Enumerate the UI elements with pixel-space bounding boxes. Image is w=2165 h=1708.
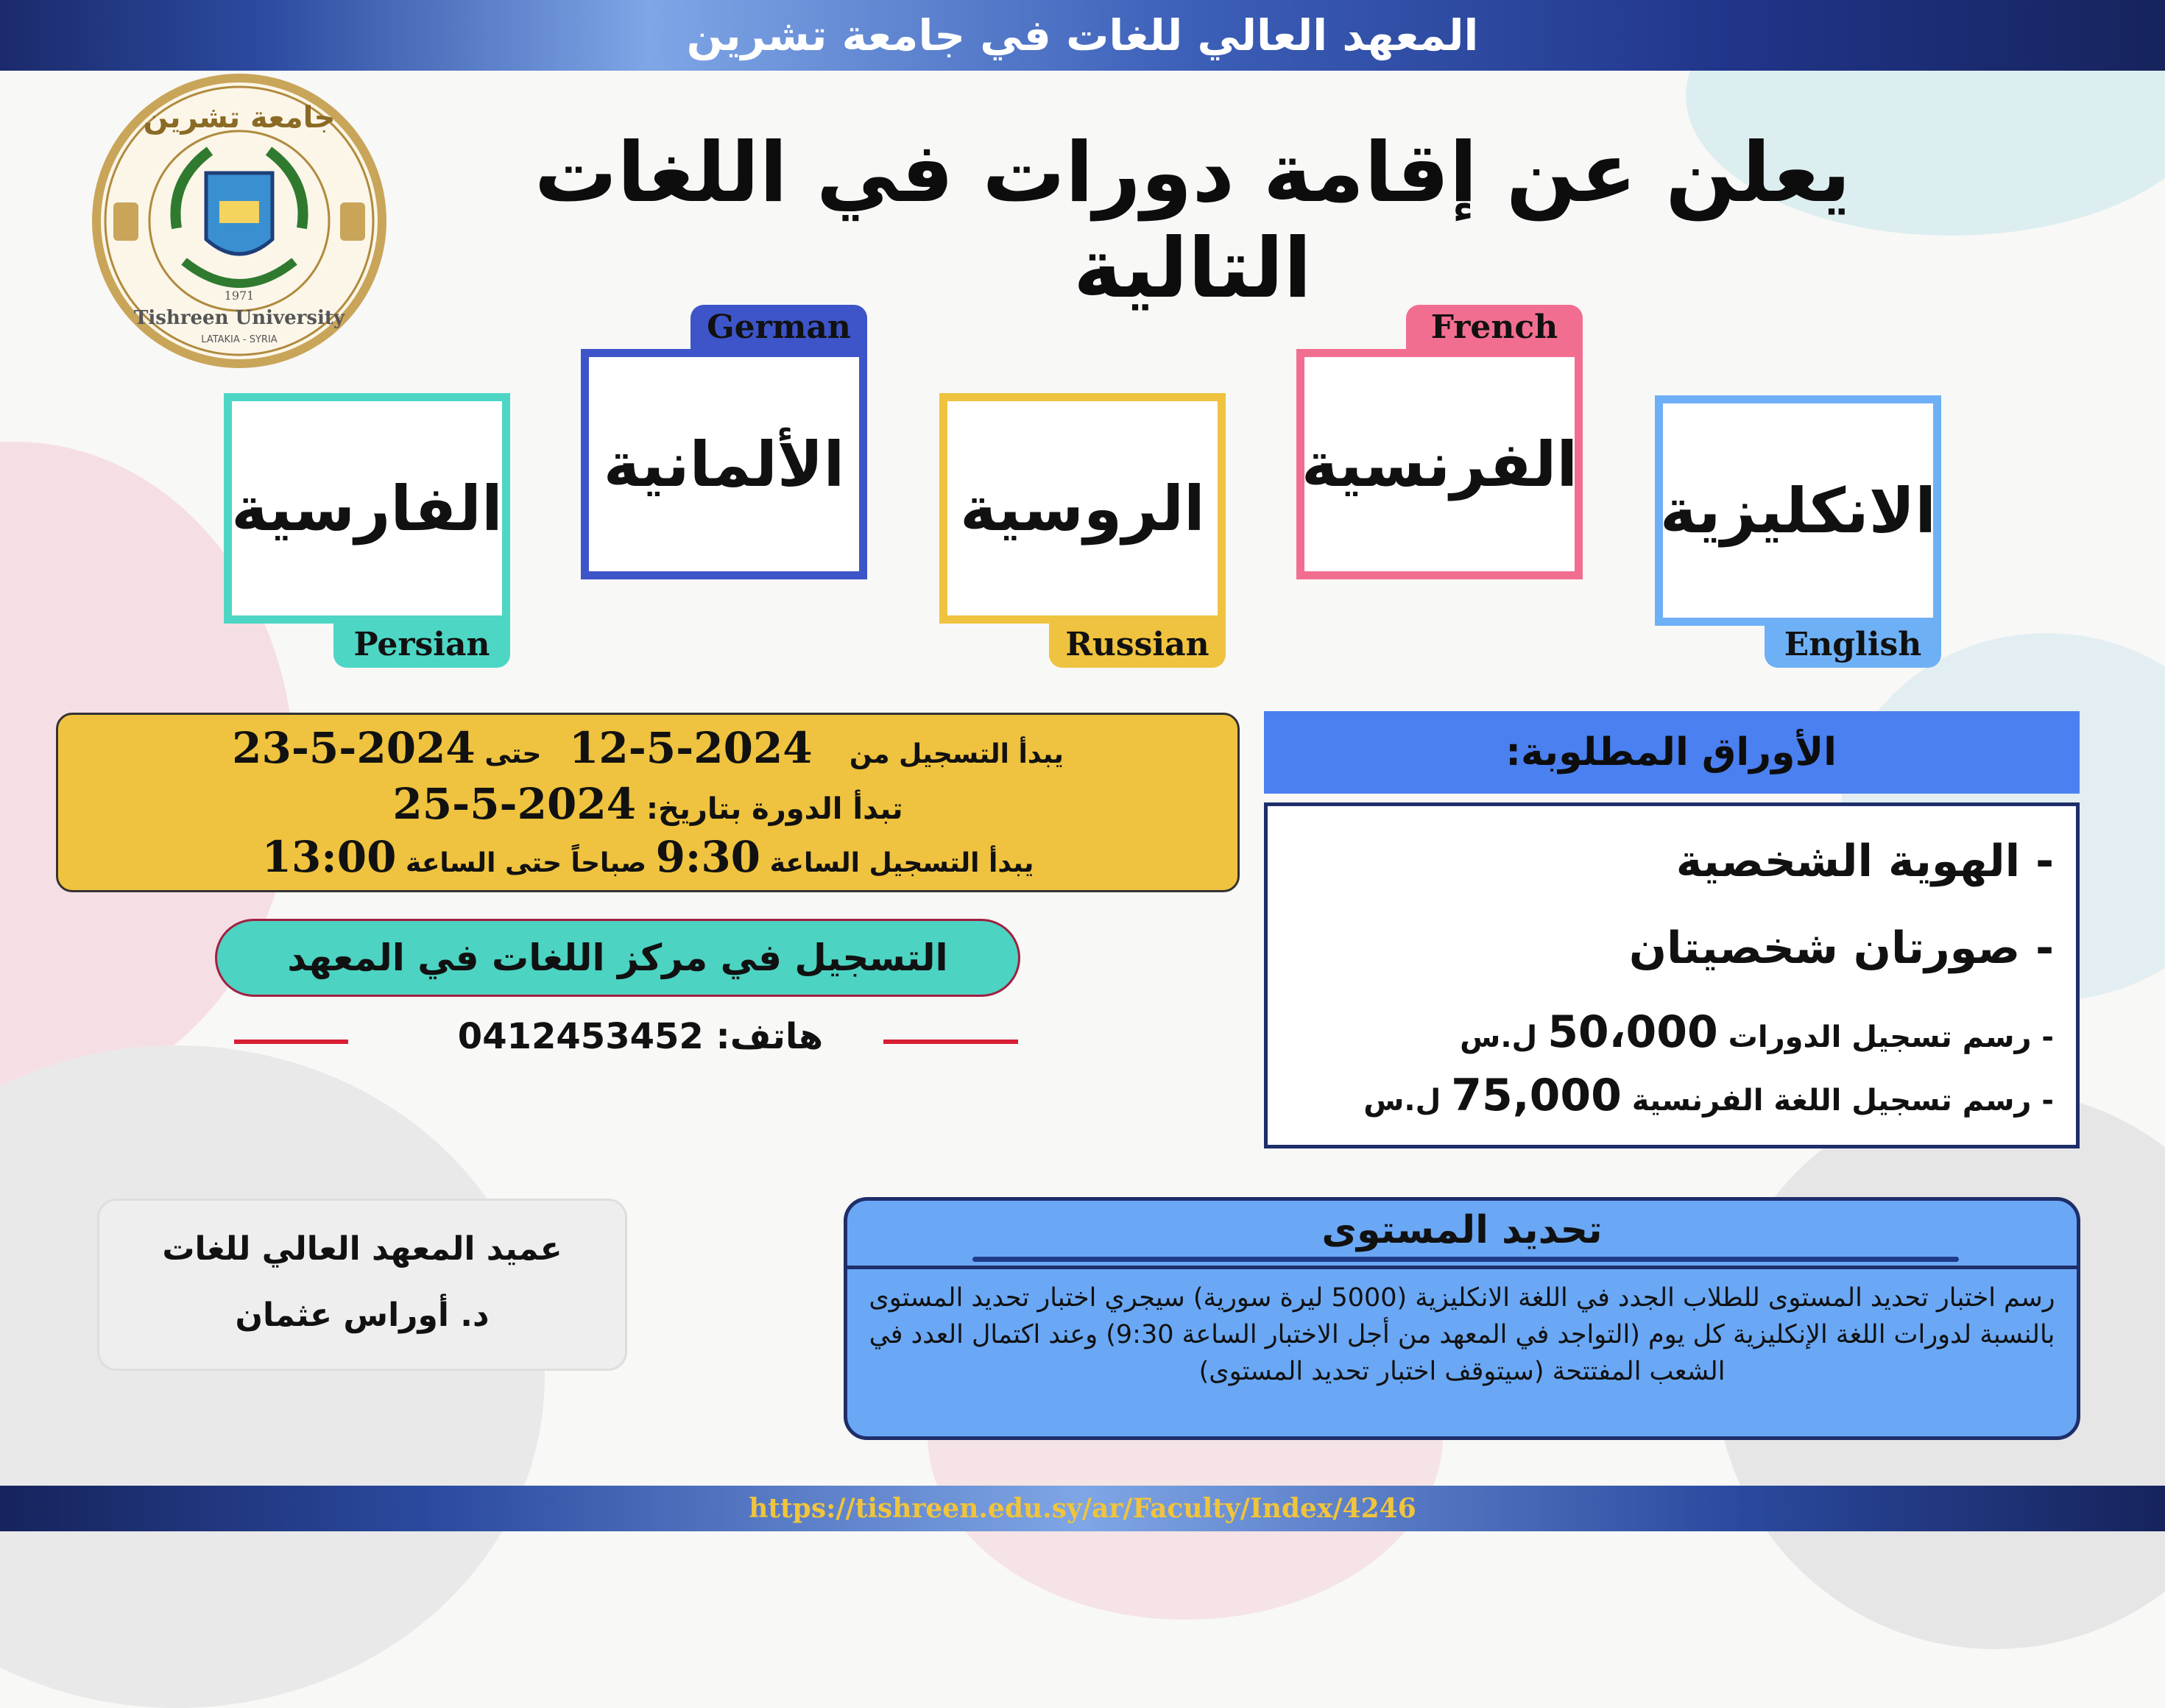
required-documents-panel [1264, 802, 2080, 1148]
language-arabic-label: الروسية [960, 472, 1205, 545]
schedule-box [56, 713, 1240, 892]
footer-url-link[interactable]: https://tishreen.edu.sy/ar/Faculty/Index/4246 [749, 1493, 1416, 1524]
language-tab-german: German [691, 305, 867, 350]
tishreen-university-logo [88, 70, 390, 372]
level-test-panel [844, 1197, 2080, 1440]
announcement-title: يعلن عن إقامة دورات في اللغات التالية [534, 125, 1851, 317]
fee-item: - رسم تسجيل اللغة الفرنسية 75,000 ل.س [1363, 1070, 2054, 1121]
dean-signature-box [97, 1199, 627, 1371]
fee-amount: 75,000 [1451, 1070, 1622, 1121]
language-box-english [1655, 395, 1941, 626]
language-box-german [581, 349, 867, 579]
bg-circle-left-gray [0, 1045, 545, 1708]
hours-end: 13:00 [261, 832, 397, 882]
language-arabic-label: الفرنسية [1301, 428, 1578, 501]
document-item: - صورتان شخصيتان [1628, 922, 2054, 974]
registration-end-date: 2024-5-23 [232, 723, 476, 773]
logo-arabic-name: جامعة تشرين [143, 101, 336, 135]
hours-start: 9:30 [655, 832, 761, 882]
level-test-title: تحديد المستوى [1321, 1208, 1603, 1252]
dean-name: د. أوراس عثمان [235, 1296, 490, 1334]
language-box-russian [939, 393, 1226, 624]
dean-title: عميد المعهد العالي للغات [162, 1230, 562, 1268]
course-start-date: 2024-5-25 [392, 779, 637, 829]
language-tab-russian: Russian [1049, 622, 1226, 668]
level-test-body: رسم اختبار تحديد المستوى للطلاب الجدد في اللغة الانكليزية (5000 ليرة سورية) سيجري اختبار تحديد المستوى بالنسبة لدورات اللغة الإنكليزية كل يوم (التواجد في المعهد من أجل الاختبار الساعة 9:30) وعند اكتمال العدد في الشعب المفتتحة (سيتوقف اختبار تحديد المستوى) [847, 1266, 2077, 1438]
fee-item: - رسم تسجيل الدورات 50،000 ل.س [1460, 1006, 2054, 1058]
course-start-line: تبدأ الدورة بتاريخ: 2024-5-25 [392, 779, 903, 829]
required-documents-title: الأوراق المطلوبة: [1264, 711, 2080, 794]
language-box-persian [224, 393, 510, 624]
registration-hours-line: يبدأ التسجيل الساعة 9:30 صباحاً حتى الساعة 13:00 [261, 832, 1034, 882]
registration-period-line: يبدأ التسجيل من 2024-5-12 حتى 2024-5-23 [232, 723, 1064, 773]
language-box-french [1296, 349, 1583, 579]
divider-line-right [883, 1040, 1018, 1044]
logo-english-name: Tishreen University [134, 307, 345, 329]
phone-number: 0412453452 [457, 1016, 704, 1057]
language-tab-french: French [1406, 305, 1583, 350]
logo-year: 1971 [224, 289, 255, 303]
language-arabic-label: الفارسية [231, 472, 503, 545]
language-arabic-label: الألمانية [603, 428, 845, 501]
phone-line [412, 1016, 869, 1057]
fee-amount: 50،000 [1547, 1006, 1718, 1058]
language-tab-english: English [1765, 622, 1941, 668]
logo-location: LATAKIA - SYRIA [201, 334, 278, 345]
language-tab-persian: Persian [333, 622, 510, 668]
institute-title: المعهد العالي للغات في جامعة تشرين [686, 10, 1479, 60]
phone-label: هاتف: [716, 1016, 824, 1057]
registration-start-date: 2024-5-12 [569, 723, 813, 773]
language-arabic-label: الانكليزية [1659, 474, 1937, 547]
registration-location-pill: التسجيل في مركز اللغات في المعهد [215, 919, 1020, 997]
level-test-underline [972, 1257, 1959, 1262]
divider-line-left [234, 1040, 348, 1044]
document-item: - الهوية الشخصية [1675, 836, 2054, 887]
